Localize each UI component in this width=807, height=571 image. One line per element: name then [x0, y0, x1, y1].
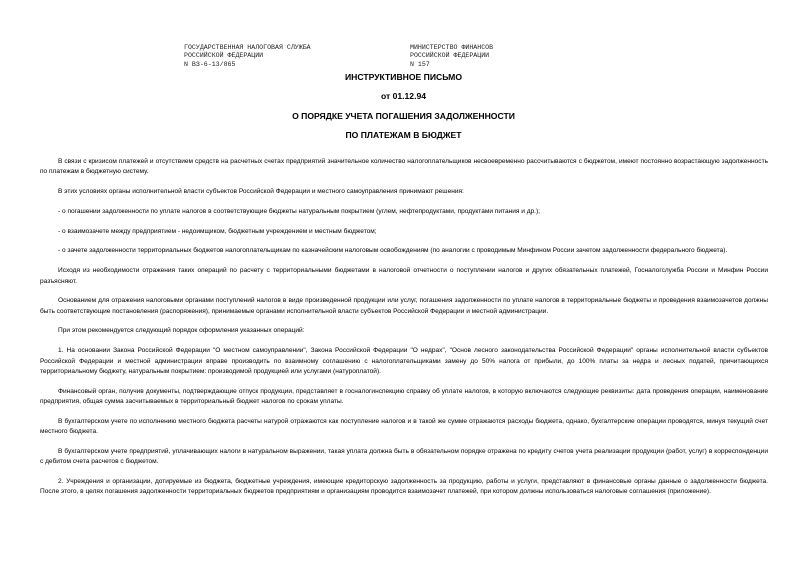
list-item: - о взаимозачете между предприятием - недоимщиком, бюджетным учреждением и местным бюджетом;: [58, 227, 377, 235]
paragraph: При этом рекомендуется следующий порядок оформления указанных операций:: [58, 327, 305, 335]
paragraph: Финансовый орган, получив документы, подтверждающие отпуск продукции, представляет в госналогинспекцию справку об уплате налогов, в которую включаются следующие реквизиты: дата проведения операции, наименование предприятия, общая сумма засчитываемых в территориальный бюджет налогов по срокам уплаты.: [40, 387, 768, 405]
header-right-line: МИНИСТЕРСТВО ФИНАНСОВ: [410, 44, 494, 51]
header-left-block: [184, 44, 311, 69]
header-left-line: N ВЗ-6-13/865: [184, 60, 236, 68]
document-body: [40, 157, 768, 507]
header-right-line: N 157: [410, 60, 430, 68]
paragraph: В этих условиях органы исполнительной власти субъектов Российской Федерации и местного самоуправления принимают решения:: [58, 188, 464, 196]
paragraph: Исходя из необходимости отражения таких операций по расчету с территориальными бюджетами в налоговой отчетности о поступлении налогов и других обязательных платежей, Госналогслужба России и Минфин России разъясняют.: [40, 267, 768, 285]
document-type: ИНСТРУКТИВНОЕ ПИСЬМО: [344, 72, 463, 82]
header-left-line: ГОСУДАРСТВЕННАЯ НАЛОГОВАЯ СЛУЖБА: [184, 44, 311, 51]
paragraph: В бухгалтерском учете по исполнению местного бюджета расчеты натурой отражаются как поступление налогов и в такой же сумме отражаются расходы бюджета, однако, бухгалтерские операции проводятся, минуя текущий счет местного бюджета.: [40, 417, 768, 436]
header-left-line: РОССИЙСКОЙ ФЕДЕРАЦИИ: [184, 52, 264, 60]
document-title-line-2: ПО ПЛАТЕЖАМ В БЮДЖЕТ: [345, 130, 462, 140]
document-date: от 01.12.94: [380, 91, 427, 101]
paragraph: Основанием для отражения налоговыми органами поступлений налогов в виде произведенной продукции или услуг, погашения задолженности по уплате налогов в территориальные бюджеты и проведения взаимозачетов должны быть соответствующие постановления (распоряжения), принимаемые органами исполнительной власти субъектов Российской Федерации и местной администрации.: [40, 297, 768, 315]
paragraph: В бухгалтерском учете предприятий, уплачивающих налоги в натуральном выражении, такая уплата должна быть в обязательном порядке отражена по кредиту счетов учета реализации продукции (работ, услуг) в корреспонденции с дебитом счета расчетов с бюджетом.: [40, 447, 768, 466]
paragraph: 2. Учреждения и организации, дотируемые из бюджета, бюджетные учреждения, имеющие кредиторскую задолженность за продукцию, работы и услуги, представляют в финансовые органы данные о задолженности бюджета. После этого, в целях погашения задолженности территориальных бюджетов предприятиям и организациям проводится взаимозачет платежей, при котором должны использоваться налоговые соглашения (приложение).: [40, 477, 768, 496]
paragraph: В связи с кризисом платежей и отсутствием средств на расчетных счетах предприятий значительное количество налогоплательщиков несвоевременно рассчитываются с бюджетом, имеют постоянно возрастающую задолженность по платежам в бюджетную систему.: [40, 158, 768, 176]
header-right-line: РОССИЙСКОЙ ФЕДЕРАЦИИ: [410, 52, 490, 60]
header-right-block: [410, 44, 493, 69]
list-item: - о зачете задолженности территориальных бюджетов налогоплательщикам по казначейским налоговым освобождениям (по аналогии с проводимым Минфином России зачетом задолженности федерального бюджета).: [58, 247, 728, 255]
list-item: - о погашении задолженности по уплате налогов в соответствующие бюджеты натуральным покрытием (углем, нефтепродуктами, продуктами питания и др.);: [58, 207, 540, 215]
document-title-line-1: О ПОРЯДКЕ УЧЕТА ПОГАШЕНИЯ ЗАДОЛЖЕННОСТИ: [292, 111, 515, 121]
paragraph: 1. На основании Закона Российской Федерации "О местном самоуправлении", Закона Российской Федерации "О недрах", "Основ лесного законодательства Российской Федерации" органы исполнительной власти субъектов Российской Федерации и местной администрации вправе производить по взаимному соглашению с налогоплательщиками замену до 50% налога от прибыли, до 100% платы за недра и лесных податей, причитающихся территориальному бюджету, натуральным покрытием: производимой продукцией или услугами (натуроплатой).: [40, 347, 768, 375]
